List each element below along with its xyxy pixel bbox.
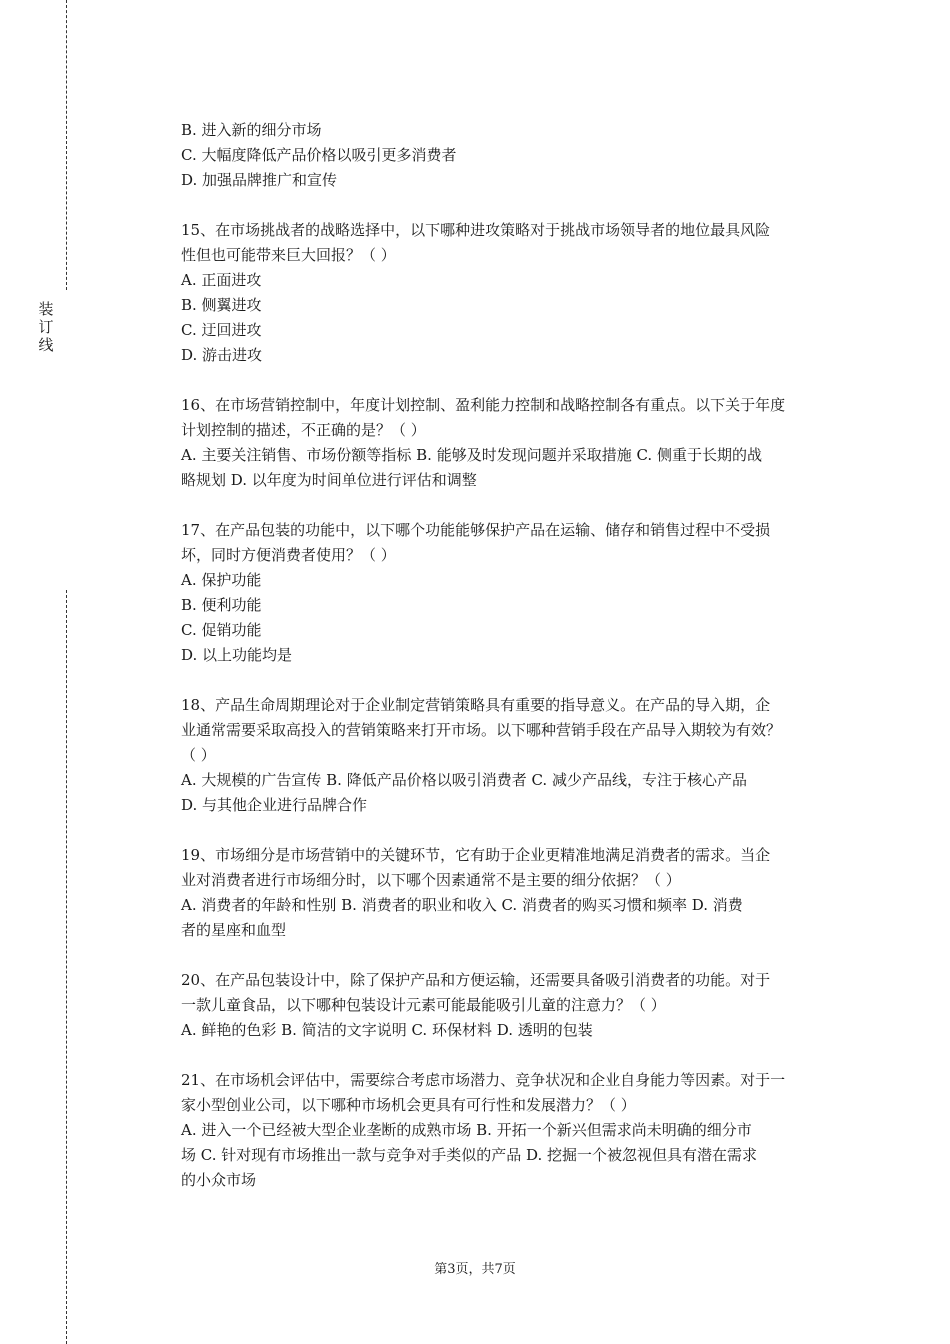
option: C. 大幅度降低产品价格以吸引更多消费者: [181, 146, 457, 164]
option: D. 加强品牌推广和宣传: [181, 171, 338, 189]
option: A. 主要关注销售、市场份额等指标 B. 能够及时发现问题并采取措施 C. 侧重于长期的战: [181, 446, 762, 464]
previous-question-options: [181, 118, 841, 193]
binding-dashed-line-bottom: [66, 590, 67, 1344]
option: 场 C. 针对现有市场推出一款与竞争对手类似的产品 D. 挖掘一个被忽视但具有潜在需求: [181, 1146, 758, 1164]
question-stem: （ ）: [181, 746, 216, 764]
option: C. 促销功能: [181, 621, 262, 639]
question-stem: 计划控制的描述，不正确的是？（ ）: [181, 421, 426, 439]
question-19: [181, 843, 841, 943]
question-stem: 业通常需要采取高投入的营销策略来打开市场。以下哪种营销手段在产品导入期较为有效？: [181, 721, 782, 739]
option: B. 进入新的细分市场: [181, 121, 322, 139]
option: A. 大规模的广告宣传 B. 降低产品价格以吸引消费者 C. 减少产品线，专注于核心产品: [181, 771, 747, 789]
page-number-footer: 第3页，共7页: [434, 1262, 516, 1277]
option: A. 正面进攻: [181, 271, 262, 289]
question-stem: 15、在市场挑战者的战略选择中，以下哪种进攻策略对于挑战市场领导者的地位最具风险: [181, 221, 771, 239]
option: A. 进入一个已经被大型企业垄断的成熟市场 B. 开拓一个新兴但需求尚未明确的细分市: [181, 1121, 752, 1139]
option: B. 便利功能: [181, 596, 262, 614]
option: A. 保护功能: [181, 571, 262, 589]
question-stem: 坏，同时方便消费者使用？（ ）: [181, 546, 396, 564]
option: D. 以上功能均是: [181, 646, 293, 664]
option: 略规划 D. 以年度为时间单位进行评估和调整: [181, 471, 477, 489]
question-stem: 16、在市场营销控制中，年度计划控制、盈利能力控制和战略控制各有重点。以下关于年度: [181, 396, 786, 414]
question-stem: 家小型创业公司，以下哪种市场机会更具有可行性和发展潜力？（ ）: [181, 1096, 636, 1114]
question-15: [181, 218, 841, 368]
binding-dashed-line-top: [66, 0, 67, 290]
option: A. 消费者的年龄和性别 B. 消费者的职业和收入 C. 消费者的购买习惯和频率 D. 消费: [181, 896, 743, 914]
option: C. 迂回进攻: [181, 321, 262, 339]
option: 者的星座和血型: [181, 921, 287, 939]
option: 的小众市场: [181, 1171, 257, 1189]
binding-label: 装订线: [38, 300, 54, 354]
question-stem: 性但也可能带来巨大回报？（ ）: [181, 246, 396, 264]
question-17: [181, 518, 841, 668]
question-stem: 18、产品生命周期理论对于企业制定营销策略具有重要的指导意义。在产品的导入期，企: [181, 696, 771, 714]
question-20: [181, 968, 841, 1043]
question-16: [181, 393, 841, 493]
question-stem: 17、在产品包装的功能中，以下哪个功能能够保护产品在运输、储存和销售过程中不受损: [181, 521, 771, 539]
option: D. 游击进攻: [181, 346, 263, 364]
question-stem: 20、在产品包装设计中，除了保护产品和方便运输，还需要具备吸引消费者的功能。对于: [181, 971, 771, 989]
question-content: [181, 118, 841, 1193]
option: D. 与其他企业进行品牌合作: [181, 796, 368, 814]
question-21: [181, 1068, 841, 1193]
option: B. 侧翼进攻: [181, 296, 262, 314]
option: A. 鲜艳的色彩 B. 简洁的文字说明 C. 环保材料 D. 透明的包装: [181, 1021, 593, 1039]
question-stem: 业对消费者进行市场细分时，以下哪个因素通常不是主要的细分依据？（ ）: [181, 871, 681, 889]
question-stem: 21、在市场机会评估中，需要综合考虑市场潜力、竞争状况和企业自身能力等因素。对于一: [181, 1071, 786, 1089]
question-stem: 一款儿童食品，以下哪种包装设计元素可能最能吸引儿童的注意力？（ ）: [181, 996, 666, 1014]
question-stem: 19、市场细分是市场营销中的关键环节，它有助于企业更精准地满足消费者的需求。当企: [181, 846, 771, 864]
question-18: [181, 693, 841, 818]
